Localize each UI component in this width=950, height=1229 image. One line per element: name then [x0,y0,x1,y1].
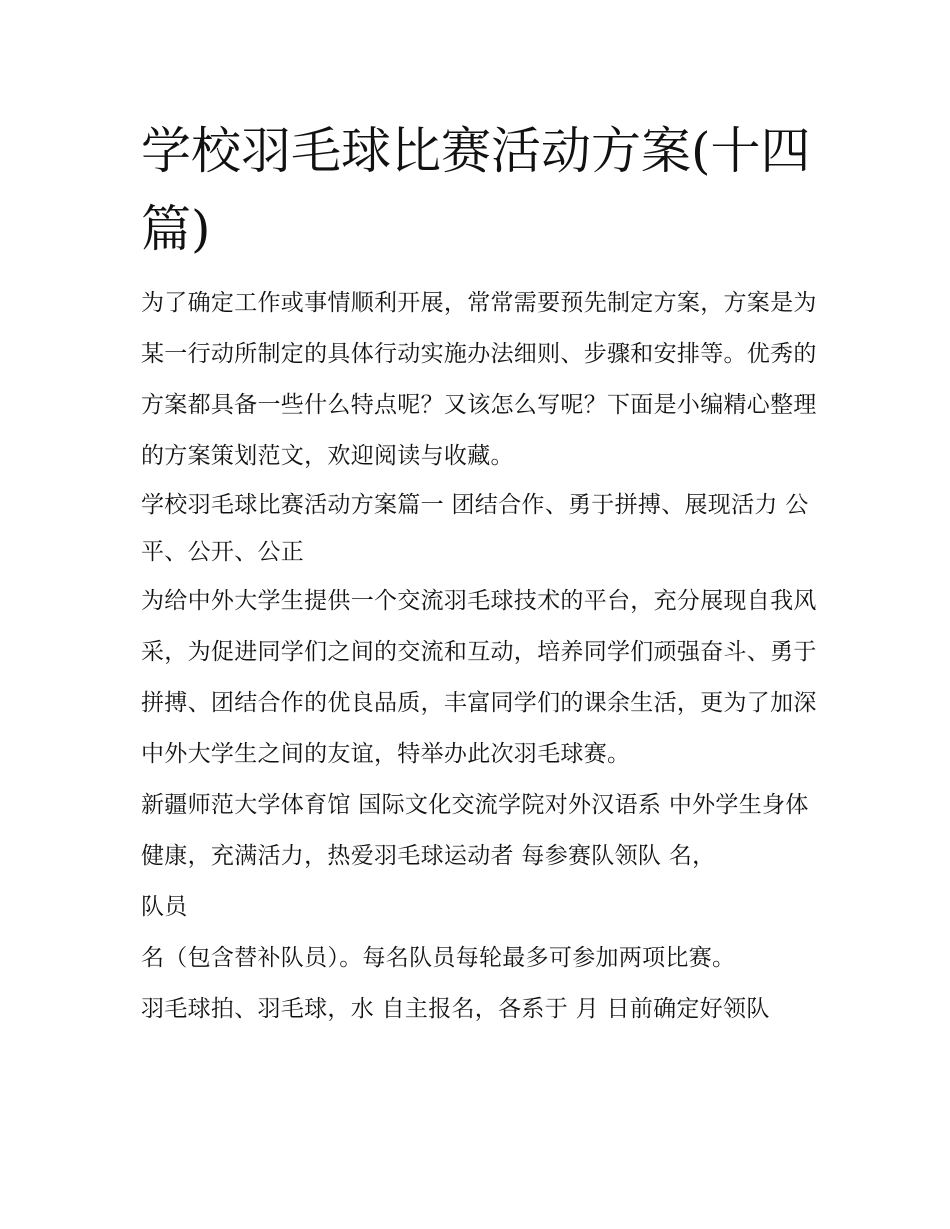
section-heading-paragraph: 学校羽毛球比赛活动方案篇一 团结合作、勇于拼搏、展现活力 公平、公开、公正 [141,492,809,565]
document-body [141,278,831,1035]
intro-paragraph: 为了确定工作或事情顺利开展，常常需要预先制定方案，方案是为某一行动所制定的具体行动实施办法细则、步骤和安排等。优秀的方案都具备一些什么特点呢？又该怎么写呢？下面是小编精心整理的方案策划范文，欢迎阅读与收藏。 [141,290,817,469]
document-title: 学校羽毛球比赛活动方案(十四篇) [141,122,811,258]
team-rules-paragraph: 名（包含替补队员）。每名队员每轮最多可参加两项比赛。 [141,945,736,971]
team-members-line: 队员 [141,894,188,920]
equipment-registration-paragraph: 羽毛球拍、羽毛球，水 自主报名，各系于 月 日前确定好领队 [141,996,770,1022]
venue-participants-paragraph: 新疆师范大学体育馆 国际文化交流学院对外汉语系 中外学生身体健康，充满活力，热爱羽毛球运动者 每参赛队领队 名， [141,792,809,869]
purpose-paragraph: 为给中外大学生提供一个交流羽毛球技术的平台，充分展现自我风采，为促进同学们之间的交流和互动，培养同学们顽强奋斗、勇于拼搏、团结合作的优良品质，丰富同学们的课余生活，更为了加深中外大学生之间的友谊，特举办此次羽毛球赛。 [141,588,817,767]
